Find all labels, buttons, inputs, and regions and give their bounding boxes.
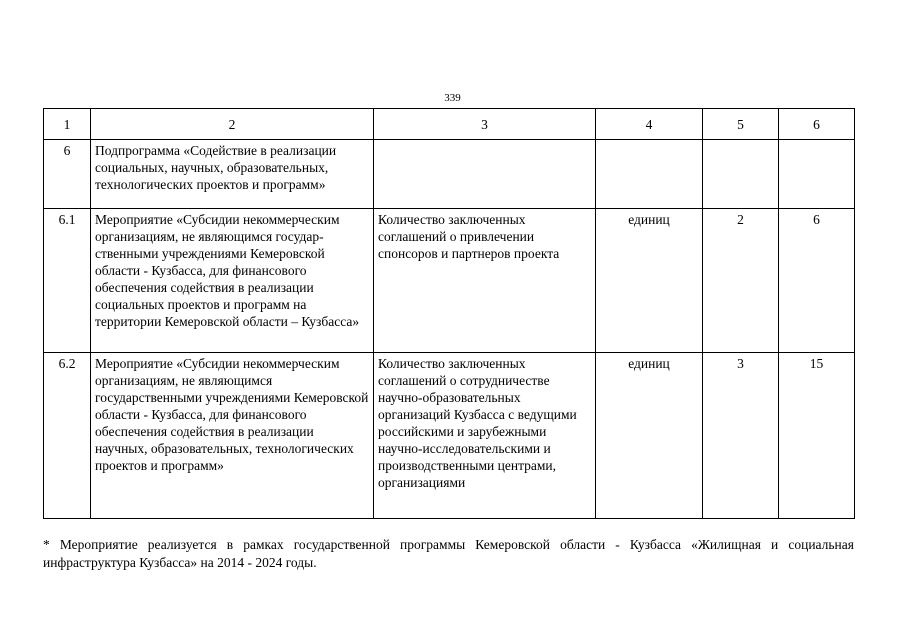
- value-cell-6: 15: [779, 353, 855, 519]
- event-cell: Подпрограмма «Содействие в реализации социальных, научных, образовательных, технологических проектов и программ»: [91, 140, 374, 209]
- value-cell-6: [779, 140, 855, 209]
- page-number: 339: [444, 92, 461, 104]
- column-header-5: 5: [703, 109, 779, 140]
- indicator-cell: Количество заключенных соглашений о сотрудничестве научно-образовательных организаций Кузбасса с ведущими российскими и зарубежными научно-исследовательскими и производственными центрами, организациями: [374, 353, 596, 519]
- column-header-3: 3: [374, 109, 596, 140]
- table-row: [44, 353, 855, 519]
- column-header-4: 4: [596, 109, 703, 140]
- table-row: [44, 140, 855, 209]
- value-cell-5: 3: [703, 353, 779, 519]
- table-row: [44, 209, 855, 353]
- value-cell-6: 6: [779, 209, 855, 353]
- column-header-6: 6: [779, 109, 855, 140]
- column-header-1: 1: [44, 109, 91, 140]
- footnote: * Мероприятие реализуется в рамках государственной программы Кемеровской области - Кузбасса «Жилищная и социальная инфраструктура Кузбасса» на 2014 - 2024 годы.: [43, 537, 854, 570]
- row-number: 6: [44, 140, 91, 209]
- unit-cell: [596, 140, 703, 209]
- indicator-cell: Количество заключенных соглашений о привлечении спонсоров и партнеров проекта: [374, 209, 596, 353]
- unit-cell: единиц: [596, 209, 703, 353]
- value-cell-5: [703, 140, 779, 209]
- event-cell: Мероприятие «Субсидии некоммерческим организациям, не являющимся государ-ственными учреждениями Кемеровской области - Кузбасса, для финансового обеспечения содействия в реализации социальных проектов и программ на территории Кемеровской области – Кузбасса»: [91, 209, 374, 353]
- row-number: 6.2: [44, 353, 91, 519]
- program-table: [43, 108, 855, 519]
- table-header-row: [44, 109, 855, 140]
- indicator-cell: [374, 140, 596, 209]
- column-header-2: 2: [91, 109, 374, 140]
- row-number: 6.1: [44, 209, 91, 353]
- value-cell-5: 2: [703, 209, 779, 353]
- event-cell: Мероприятие «Субсидии некоммерческим организациям, не являющимся государственными учреждениями Кемеровской области - Кузбасса, для финансового обеспечения содействия в реализации научных, образовательных, технологических проектов и программ»: [91, 353, 374, 519]
- unit-cell: единиц: [596, 353, 703, 519]
